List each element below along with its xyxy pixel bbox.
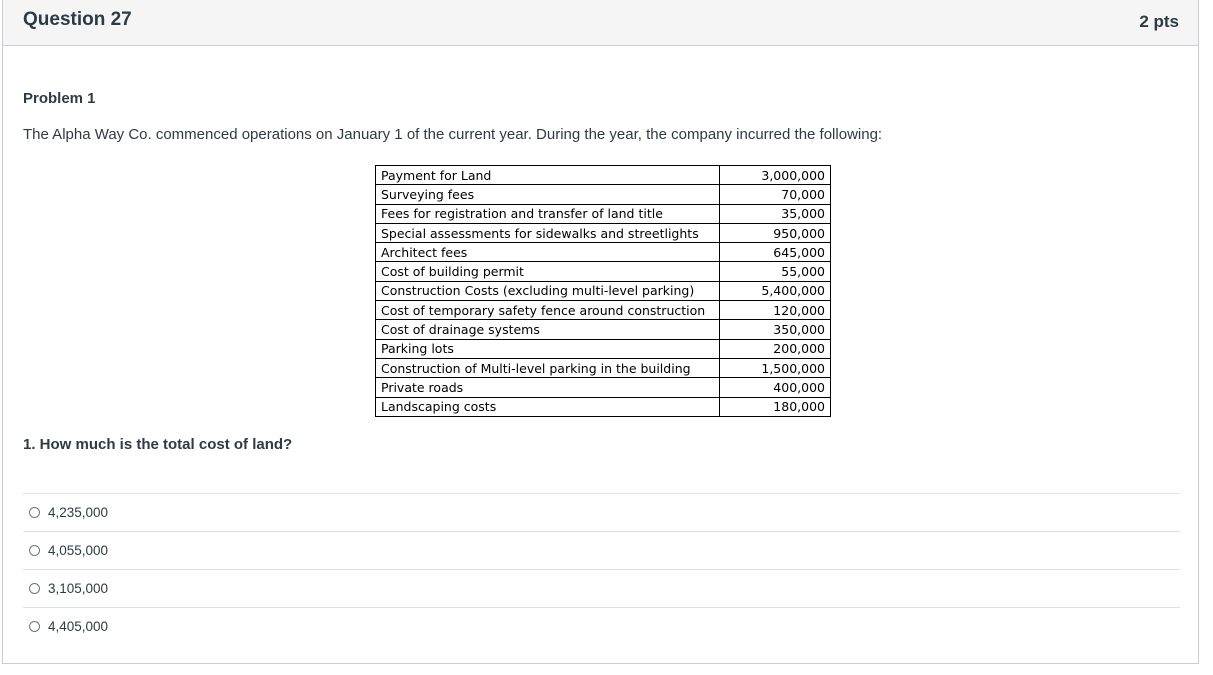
table-row <box>376 339 831 358</box>
cost-item-label: Landscaping costs <box>376 397 720 416</box>
cost-item-amount: 5,400,000 <box>720 281 831 300</box>
cost-item-label: Surveying fees <box>376 185 720 204</box>
cost-item-label: Construction of Multi-level parking in the building <box>376 358 720 377</box>
cost-item-amount: 350,000 <box>720 320 831 339</box>
cost-item-label: Fees for registration and transfer of land title <box>376 204 720 223</box>
table-row <box>376 166 831 185</box>
answer-label: 4,235,000 <box>48 505 109 520</box>
cost-item-label: Special assessments for sidewalks and streetlights <box>376 223 720 242</box>
cost-item-amount: 1,500,000 <box>720 358 831 377</box>
cost-item-amount: 950,000 <box>720 223 831 242</box>
table-row <box>376 204 831 223</box>
table-row <box>376 185 831 204</box>
cost-item-amount: 120,000 <box>720 301 831 320</box>
question-title: Question 27 <box>23 9 132 30</box>
table-row <box>376 378 831 397</box>
question-points: 2 pts <box>1139 12 1179 31</box>
radio-button[interactable] <box>29 621 40 632</box>
sub-question: 1. How much is the total cost of land? <box>23 436 293 453</box>
question-header <box>3 0 1198 46</box>
table-row <box>376 223 831 242</box>
cost-item-label: Parking lots <box>376 339 720 358</box>
problem-text: The Alpha Way Co. commenced operations on January 1 of the current year. During the year, the company incurred the following: <box>23 126 883 143</box>
answer-label: 4,405,000 <box>48 619 109 634</box>
table-row <box>376 301 831 320</box>
answer-label: 3,105,000 <box>48 581 109 596</box>
table-row <box>376 320 831 339</box>
cost-item-label: Payment for Land <box>376 166 720 185</box>
question-card <box>2 0 1199 664</box>
cost-item-label: Construction Costs (excluding multi-level parking) <box>376 281 720 300</box>
cost-item-label: Cost of building permit <box>376 262 720 281</box>
answer-option-1[interactable] <box>23 493 1180 531</box>
answer-label: 4,055,000 <box>48 543 109 558</box>
answer-list <box>23 493 1180 645</box>
radio-button[interactable] <box>29 583 40 594</box>
cost-item-amount: 70,000 <box>720 185 831 204</box>
cost-item-amount: 400,000 <box>720 378 831 397</box>
cost-table <box>375 165 831 417</box>
radio-button[interactable] <box>29 545 40 556</box>
table-row <box>376 262 831 281</box>
cost-item-amount: 645,000 <box>720 243 831 262</box>
problem-title: Problem 1 <box>23 90 96 107</box>
cost-item-amount: 180,000 <box>720 397 831 416</box>
cost-item-label: Private roads <box>376 378 720 397</box>
cost-item-label: Cost of drainage systems <box>376 320 720 339</box>
answer-option-2[interactable] <box>23 531 1180 569</box>
table-row <box>376 243 831 262</box>
table-row <box>376 358 831 377</box>
table-row <box>376 281 831 300</box>
answer-option-4[interactable] <box>23 607 1180 645</box>
cost-item-amount: 35,000 <box>720 204 831 223</box>
cost-item-amount: 200,000 <box>720 339 831 358</box>
radio-button[interactable] <box>29 507 40 518</box>
cost-item-label: Architect fees <box>376 243 720 262</box>
answer-option-3[interactable] <box>23 569 1180 607</box>
cost-item-amount: 55,000 <box>720 262 831 281</box>
table-row <box>376 397 831 416</box>
cost-item-amount: 3,000,000 <box>720 166 831 185</box>
cost-item-label: Cost of temporary safety fence around construction <box>376 301 720 320</box>
